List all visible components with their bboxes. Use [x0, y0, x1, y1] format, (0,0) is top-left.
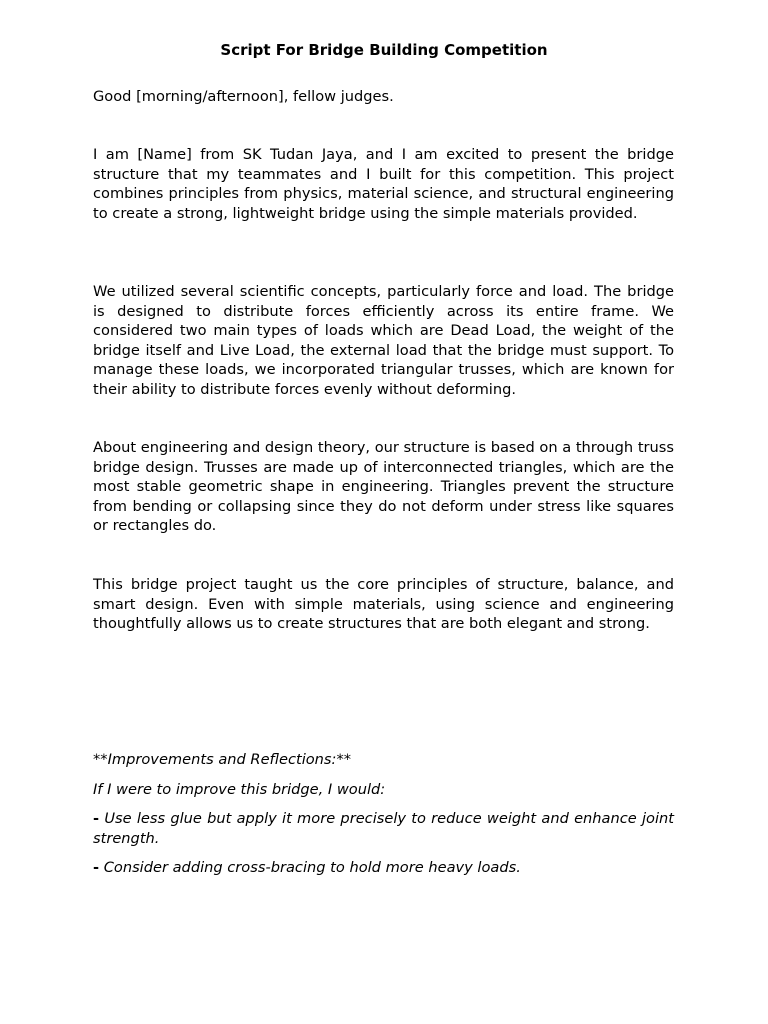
conclusion-paragraph: This bridge project taught us the core principles of structure, balance, and smart design. Even with simple materials, using science and engineering thoughtfully allows us to create structures that are both elegant and strong. [93, 576, 674, 633]
design-theory-paragraph: About engineering and design theory, our structure is based on a through truss bridge design. Trusses are made up of interconnected triangles, which are the most stable geometric shape in engineering. Triangles prevent the structure from bending or collapsing since they do not deform under stress like squares or rectangles do. [93, 439, 674, 535]
improvement-item [93, 858, 674, 878]
improvement-item-text: Consider adding cross-bracing to hold more heavy loads. [103, 859, 521, 876]
improvements-heading: **Improvements and Reflections:** [93, 751, 352, 768]
concepts-paragraph: We utilized several scientific concepts, particularly force and load. The bridge is designed to distribute forces efficiently across its entire frame. We considered two main types of loads which are Dead Load, the weight of the bridge itself and Live Load, the external load that the bridge must support. To manage these loads, we incorporated triangular trusses, which are known for their ability to distribute forces evenly without deforming. [93, 283, 674, 398]
bullet-mark: - [93, 810, 100, 827]
greeting-paragraph: Good [morning/afternoon], fellow judges. [93, 88, 394, 105]
improvement-item [93, 809, 674, 848]
document-title: Script For Bridge Building Competition [220, 41, 548, 59]
intro-paragraph: I am [Name] from SK Tudan Jaya, and I am excited to present the bridge structure that my teammates and I built for this competition. This project combines principles from physics, material science, and structural engineering to create a strong, lightweight bridge using the simple materials provided. [93, 146, 674, 222]
bullet-mark: - [93, 859, 100, 876]
improvements-intro: If I were to improve this bridge, I would: [93, 781, 386, 798]
improvement-item-text: Use less glue but apply it more precisely to reduce weight and enhance joint strength. [93, 810, 675, 847]
